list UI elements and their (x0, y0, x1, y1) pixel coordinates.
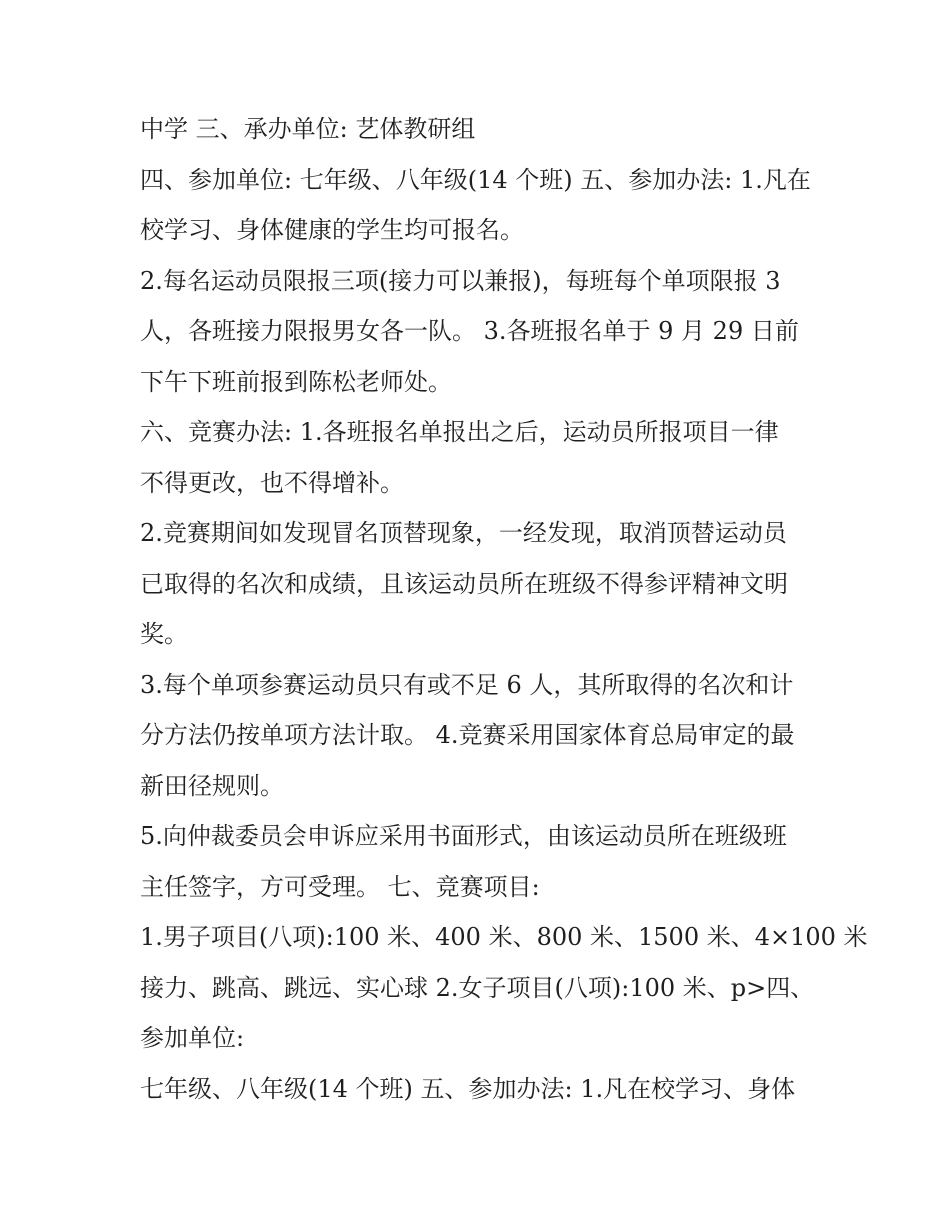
text-line: 分方法仍按单项方法计取。 4.竞赛采用国家体育总局审定的最 (140, 721, 795, 749)
text-line: 新田径规则。 (140, 771, 284, 800)
text-line: 已取得的名次和成绩，且该运动员所在班级不得参评精神文明 (140, 569, 788, 598)
text-line: 中学 三、承办单位: 艺体教研组 (140, 115, 476, 143)
text-line: 四、参加单位: 七年级、八年级(14 个班) 五、参加办法: 1.凡在 (140, 165, 811, 194)
text-line: 1.男子项目(八项):100 米、400 米、800 米、1500 米、4×100 米 (140, 923, 868, 951)
text-line: 参加单位: (140, 1024, 245, 1052)
text-line: 校学习、身体健康的学生均可报名。 (140, 216, 524, 244)
text-line: 主任签字，方可受理。 七、竞赛项目: (140, 872, 540, 901)
text-line: 六、竞赛办法: 1.各班报名单报出之后，运动员所报项目一律 (140, 418, 779, 446)
text-line: 2.竞赛期间如发现冒名顶替现象，一经发现，取消顶替运动员 (140, 519, 787, 547)
text-line: 2.每名运动员限报三项(接力可以兼报)，每班每个单项限报 3 (140, 266, 781, 295)
text-line: 人，各班接力限报男女各一队。 3.各班报名单于 9 月 29 日前 (140, 317, 799, 345)
text-line: 七年级、八年级(14 个班) 五、参加办法: 1.凡在校学习、身体 (140, 1074, 796, 1103)
document-body (140, 104, 868, 1114)
text-line: 下午下班前报到陈松老师处。 (140, 367, 452, 396)
text-line: 5.向仲裁委员会申诉应采用书面形式，由该运动员所在班级班 (140, 822, 787, 850)
text-line: 奖。 (140, 620, 188, 648)
text-line: 3.每个单项参赛运动员只有或不足 6 人，其所取得的名次和计 (140, 670, 794, 699)
text-line: 不得更改，也不得增补。 (140, 468, 404, 497)
text-line: 接力、跳高、跳远、实心球 2.女子项目(八项):100 米、p>四、 (140, 973, 815, 1002)
